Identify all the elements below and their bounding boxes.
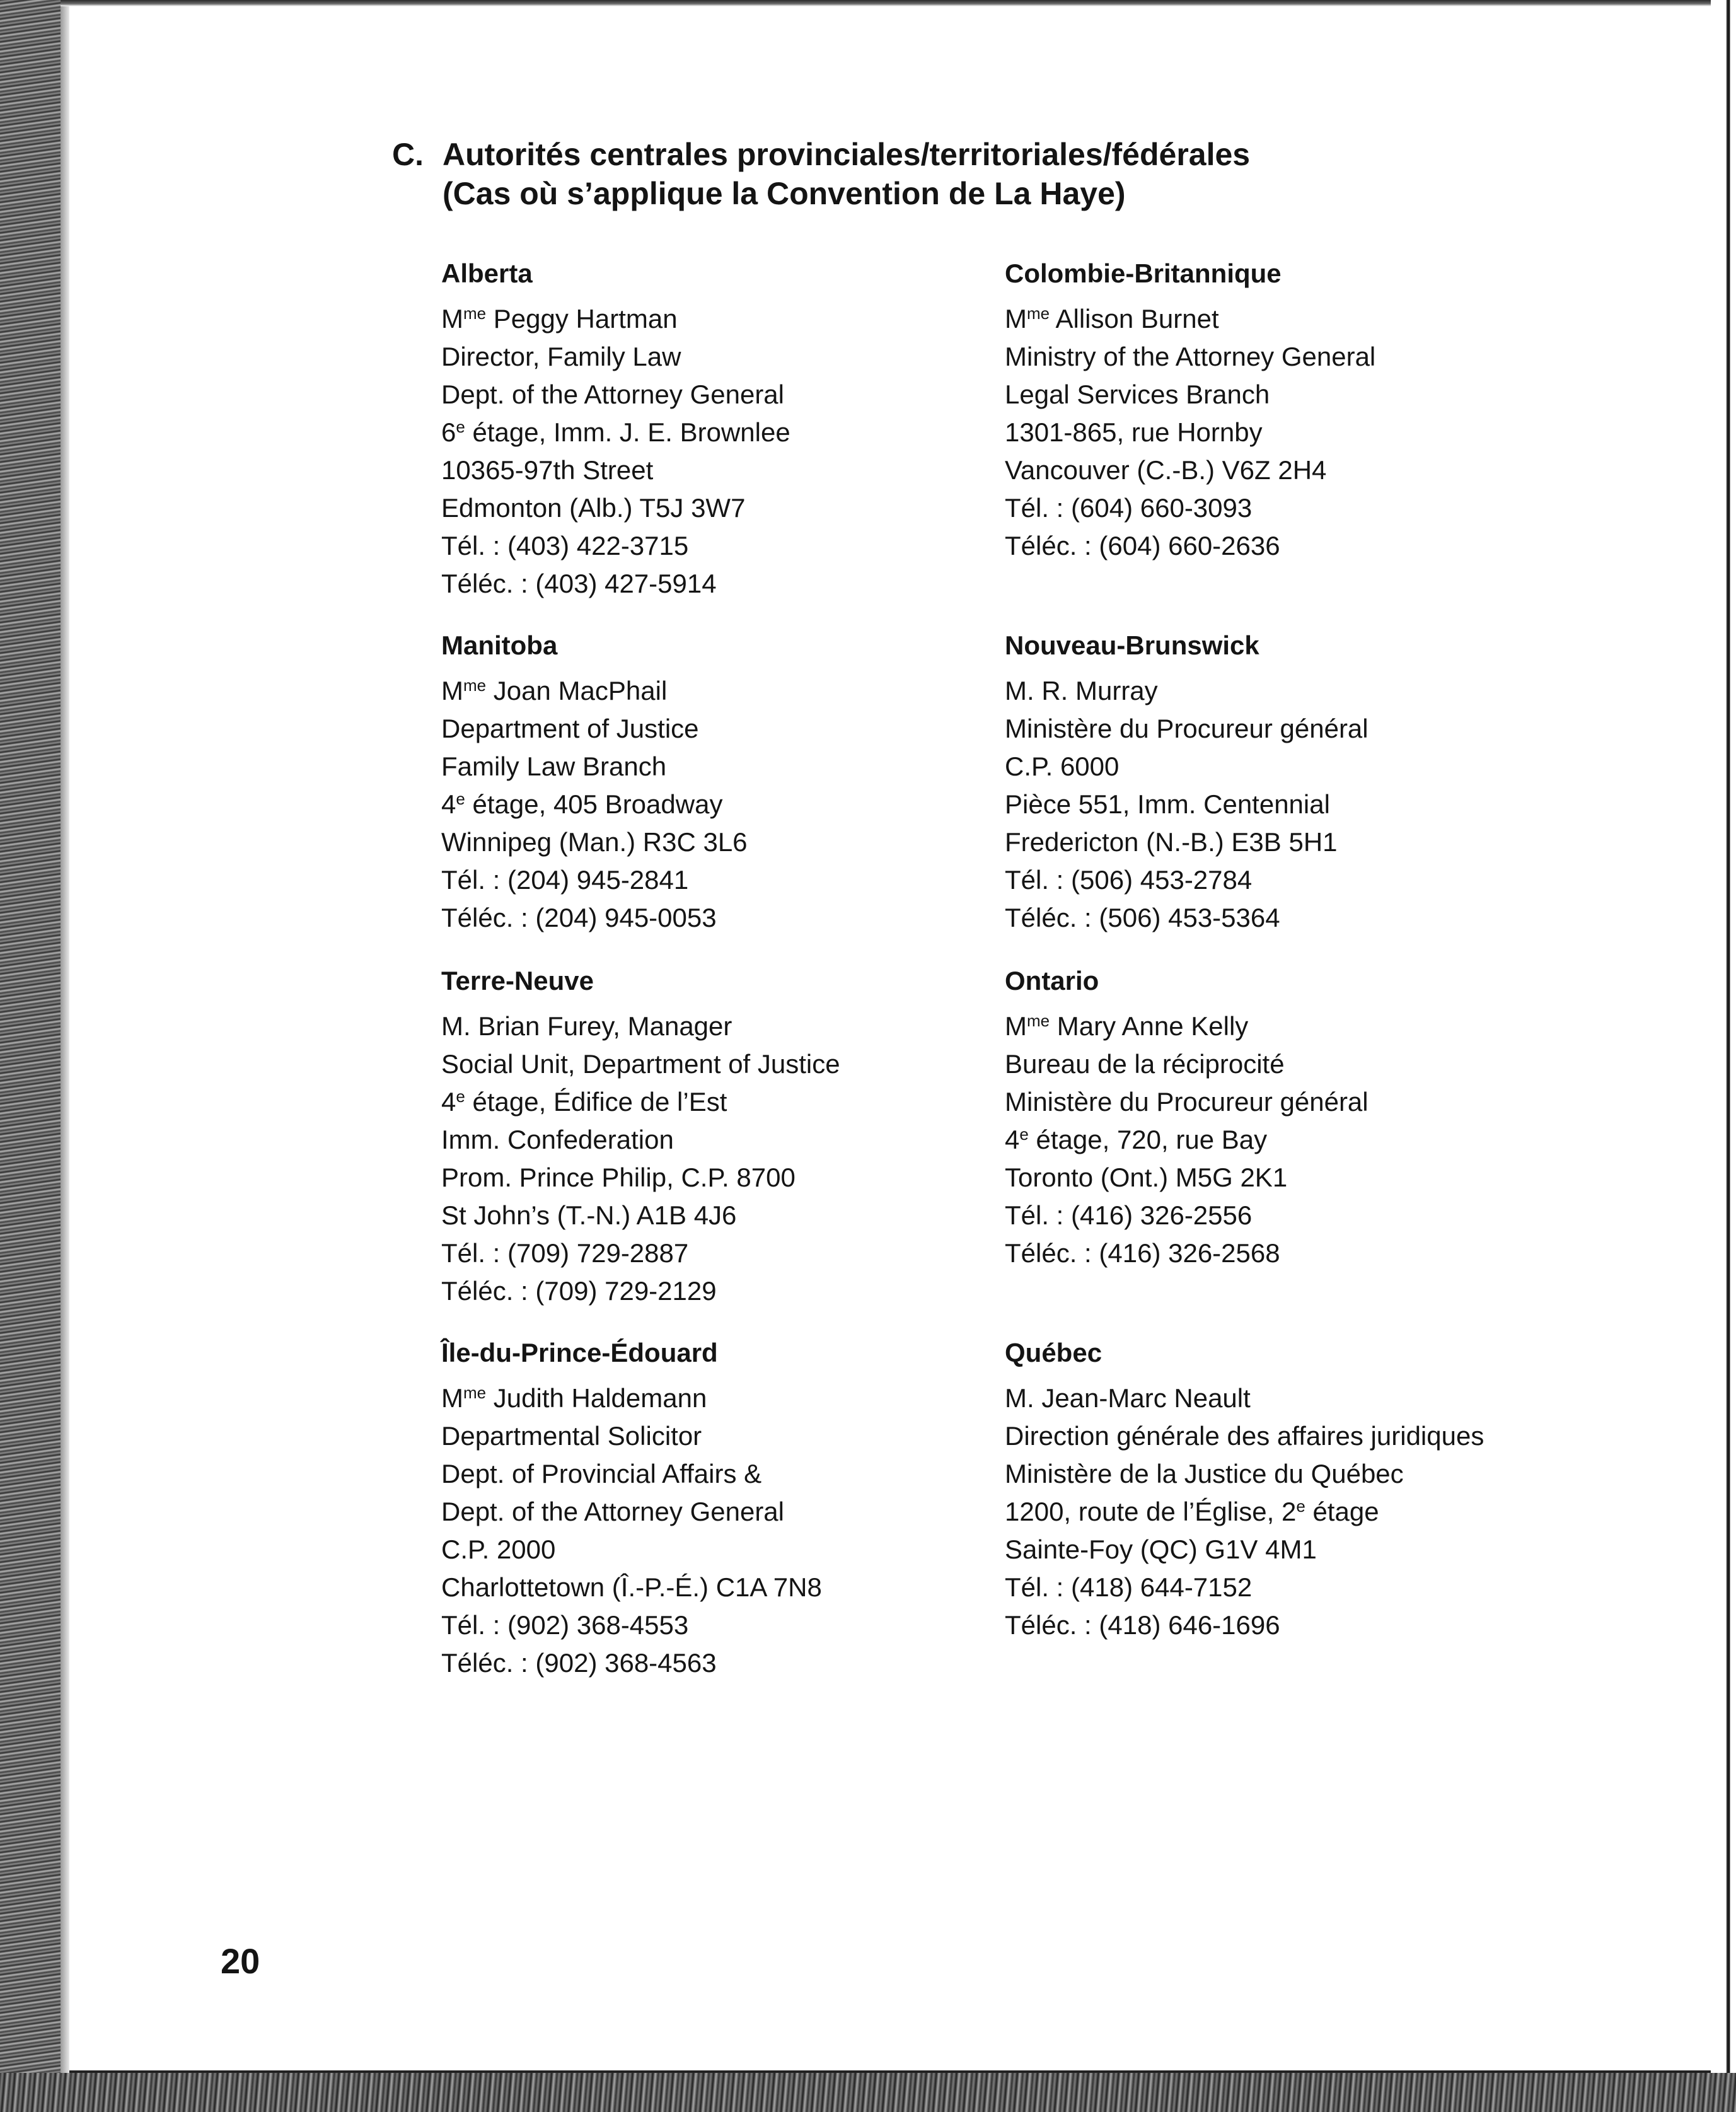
entry-quebec (1005, 1334, 1547, 1644)
address-line: 10365-97th Street (441, 455, 654, 485)
address-line: Edmonton (Alb.) T5J 3W7 (441, 493, 746, 523)
phone-line: Tél. : (902) 368-4553 (441, 1610, 689, 1640)
phone-line: Tél. : (204) 945-2841 (441, 865, 689, 895)
province-name: Ontario (1005, 966, 1099, 995)
address-line: Winnipeg (Man.) R3C 3L6 (441, 827, 748, 857)
address-line: Sainte-Foy (QC) G1V 4M1 (1005, 1535, 1317, 1564)
scan-edge-right (1711, 0, 1736, 2112)
fax-line: Téléc. : (403) 427-5914 (441, 569, 717, 598)
scan-shadow-bottom (0, 2073, 1736, 2112)
entry-ontario (1005, 962, 1547, 1272)
address-line: Dept. of the Attorney General (441, 1497, 784, 1526)
address-line: Family Law Branch (441, 751, 667, 781)
page-number: 20 (221, 1941, 260, 1981)
fax-line: Téléc. : (709) 729-2129 (441, 1276, 717, 1306)
section-title-line1: Autorités centrales provinciales/territoriales/fédérales (443, 137, 1251, 172)
phone-line: Tél. : (709) 729-2887 (441, 1238, 689, 1268)
entry-manitoba (441, 627, 983, 937)
scan-shadow-left (0, 0, 61, 2112)
address-line: Bureau de la réciprocité (1005, 1049, 1285, 1079)
address-line: Pièce 551, Imm. Centennial (1005, 789, 1330, 819)
address-line: Fredericton (N.-B.) E3B 5H1 (1005, 827, 1338, 857)
address-line: Director, Family Law (441, 342, 681, 371)
section-heading (392, 135, 1464, 213)
address-line: C.P. 2000 (441, 1535, 556, 1564)
address-line: Vancouver (C.-B.) V6Z 2H4 (1005, 455, 1327, 485)
contact-name: M. Jean-Marc Neault (1005, 1383, 1251, 1413)
contact-name: $M^{me}$ Mary Anne Kelly (1005, 1011, 1249, 1041)
phone-line: Tél. : (403) 422-3715 (441, 531, 689, 560)
phone-line: Tél. : (506) 453-2784 (1005, 865, 1253, 895)
entry-nouveau-brunswick (1005, 627, 1547, 937)
address-line: Ministère du Procureur général (1005, 1087, 1369, 1117)
contact-name: M. Brian Furey, Manager (441, 1011, 732, 1041)
province-name: Colombie-Britannique (1005, 258, 1282, 288)
phone-line: Tél. : (416) 326-2556 (1005, 1200, 1253, 1230)
contact-name: $M^{me}$ Judith Haldemann (441, 1383, 707, 1413)
address-line: Dept. of the Attorney General (441, 380, 784, 409)
fax-line: Téléc. : (416) 326-2568 (1005, 1238, 1280, 1268)
address-line: 1301-865, rue Hornby (1005, 417, 1263, 447)
entry-colombie-britannique (1005, 255, 1547, 565)
address-line: 4e étage, 405 Broadway (441, 789, 723, 819)
entry-terre-neuve (441, 962, 983, 1310)
province-name: Île-du-Prince-Édouard (441, 1338, 718, 1367)
address-line: 6e étage, Imm. J. E. Brownlee (441, 417, 790, 447)
contact-name: $M^{me}$ Joan MacPhail (441, 676, 668, 705)
address-line: Toronto (Ont.) M5G 2K1 (1005, 1163, 1288, 1192)
province-name: Québec (1005, 1338, 1102, 1367)
address-line: Ministère de la Justice du Québec (1005, 1459, 1404, 1488)
province-name: Manitoba (441, 630, 558, 660)
fax-line: Téléc. : (506) 453-5364 (1005, 903, 1280, 932)
contact-name: M. R. Murray (1005, 676, 1158, 705)
province-name: Terre-Neuve (441, 966, 594, 995)
province-name: Alberta (441, 258, 533, 288)
address-line: Legal Services Branch (1005, 380, 1270, 409)
fax-line: Téléc. : (204) 945-0053 (441, 903, 717, 932)
address-line: 4e étage, 720, rue Bay (1005, 1125, 1268, 1154)
address-line: Direction générale des affaires juridiques (1005, 1421, 1484, 1451)
fax-line: Téléc. : (902) 368-4563 (441, 1648, 717, 1678)
address-line: Dept. of Provincial Affairs & (441, 1459, 762, 1488)
contact-name: $M^{me}$ Peggy Hartman (441, 304, 678, 334)
fax-line: Téléc. : (604) 660-2636 (1005, 531, 1280, 560)
province-name: Nouveau-Brunswick (1005, 630, 1259, 660)
scan-edge-left (61, 0, 69, 2112)
address-line: Prom. Prince Philip, C.P. 8700 (441, 1163, 796, 1192)
address-line: 1200, route de l’Église, 2e étage (1005, 1497, 1379, 1526)
address-line: Social Unit, Department of Justice (441, 1049, 840, 1079)
address-line: Charlottetown (Î.-P.-É.) C1A 7N8 (441, 1572, 822, 1602)
address-line: Ministry of the Attorney General (1005, 342, 1376, 371)
address-line: C.P. 6000 (1005, 751, 1120, 781)
scan-edge-top (61, 0, 1736, 6)
section-letter: C. (392, 137, 424, 172)
phone-line: Tél. : (604) 660-3093 (1005, 493, 1253, 523)
entry-ile-du-prince-edouard (441, 1334, 983, 1682)
fax-line: Téléc. : (418) 646-1696 (1005, 1610, 1280, 1640)
address-line: St John’s (T.-N.) A1B 4J6 (441, 1200, 737, 1230)
address-line: Departmental Solicitor (441, 1421, 702, 1451)
contact-name: $M^{me}$ Allison Burnet (1005, 304, 1219, 334)
address-line: Ministère du Procureur général (1005, 714, 1369, 743)
address-line: Department of Justice (441, 714, 699, 743)
section-title-line2: (Cas où s’applique la Convention de La Haye) (443, 176, 1126, 211)
address-line: 4e étage, Édifice de l’Est (441, 1087, 727, 1117)
phone-line: Tél. : (418) 644-7152 (1005, 1572, 1253, 1602)
address-line: Imm. Confederation (441, 1125, 674, 1154)
entry-alberta (441, 255, 983, 603)
